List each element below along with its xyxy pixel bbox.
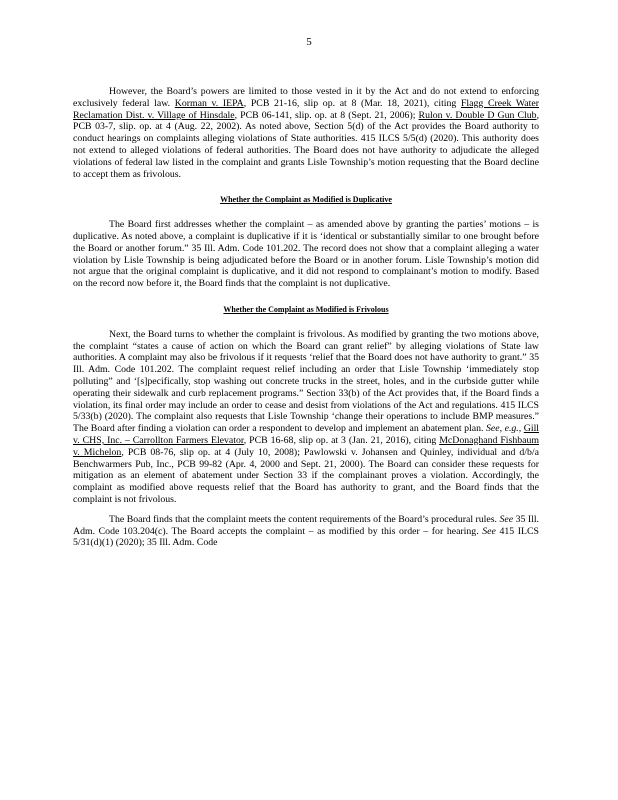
paragraph-frivolous	[73, 329, 539, 506]
paragraph-content-requirements	[73, 514, 539, 549]
text-run: The Board first addresses whether the complaint – as amended above by granting the parties’ motions – is duplicative. As noted above, a complaint is duplicative if it is ‘identical or substantially similar to one brought before the Board or another forum.” 35 Ill. Adm. Code 101.202. The record does not show that a complaint alleging a water violation by Lisle Township is being adjudicated before the Board or in another forum. Lisle Township’s motion did not argue that the original complaint is duplicative, and it did not respond to complainant’s motion to modify. Based on the record now before it, the Board finds that the complaint is not duplicative.	[73, 219, 539, 290]
section-heading-frivolous: Whether the Complaint as Modified is Frivolous	[223, 304, 389, 314]
text-run: 415 ILCS 5/31(d)(1) (2020); 35 Ill. Adm. Code	[73, 525, 539, 549]
case-citation: Flagg Creek Water Reclamation Dist. v. Village of Hinsdale	[73, 97, 539, 121]
text-run: , PCB 21-16, slip op. at 8 (Mar. 18, 2021), citing	[243, 97, 461, 109]
text-run: 35 Ill. Adm. Code 103.204(c). The Board accepts the complaint – as modified by this order – for hearing.	[73, 513, 539, 537]
case-citation: Rulon v. Double D Gun Club	[418, 109, 537, 121]
text-run: , PCB 08-76, slip op. at 4 (July 10, 2008); Pawlowski v. Johansen and Quinley, individual and d/b/a Benchwarmers Pub, Inc., PCB 99-82 (Apr. 4, 2000 and Sept. 21, 2000). The Board can consider these requests for mitigation as an element of abatement under Section 33 if the complainant proves a violation. Accordingly, the complaint as modified above requests relief that the Board has authority to grant, and the Board finds that the complaint is not frivolous.	[73, 446, 539, 505]
document-body	[73, 86, 539, 549]
text-run: Next, the Board turns to whether the complaint is frivolous. As modified by granting the two motions above, the complaint “states a cause of action on which the Board can grant relief” by alleging violations of State law authorities. A complaint may also be frivolous if it requests ‘relief that the Board does not have authority to grant.” 35 Ill. Adm. Code 101.202. The complaint request relief including an order that Lisle Township ‘immediately stop polluting” and ‘[s]pecifically, stop washing out concrete trucks in the street, holes, and in the curbside gutter while operating their sidewalk and curb replacement programs.” Section 33(b) of the Act provides that, if the Board finds a violation, its final order may include an order to cease and desist from violations of the Act and regulations. 415 ILCS 5/33(b) (2020). The complaint also requests that Lisle Township ‘change their operations to include BMP measures.” The Board after finding a violation can order a respondent to develop and implement an abatement plan.	[73, 328, 539, 435]
case-citation: Korman v. IEPA	[174, 97, 244, 109]
paragraph-spacer	[73, 506, 539, 514]
case-citation: McDonaghand Fishbaum v. Michelon	[73, 434, 539, 458]
paragraph-duplicative	[73, 219, 539, 290]
text-run: However, the Board’s powers are limited to those vested in it by the Act and do not extend to enforcing exclusively federal law.	[73, 86, 539, 109]
section-heading-duplicative: Whether the Complaint as Modified is Duplicative	[220, 195, 392, 205]
text-run: , PCB 16-68, slip op. at 3 (Jan. 21, 2016), citing	[243, 434, 440, 446]
text-run: , PCB 03-7, slip. op. at 4 (Aug. 22, 2002). As noted above, Section 5(d) of the Act provides the Board authority to conduct hearings on complaints alleging violations of State authorities. 415 ILCS 5/5(d) (2020). This authority does not extend to alleged violations of federal authorities. The Board does not have authority to adjudicate the alleged violations of federal law listed in the complaint and grants Lisle Township’s motion requesting that the Board decline to accept them as frivolous.	[73, 109, 540, 180]
signal-italic: See, e.g.	[486, 423, 519, 435]
page-number: 5	[306, 36, 312, 48]
case-citation: Gill v. CHS, Inc. – Carrollton Farmers Elevator	[73, 423, 540, 446]
signal-italic: See	[482, 525, 496, 537]
text-run: The Board finds that the complaint meets the content requirements of the Board’s procedural rules.	[109, 513, 500, 525]
text-run: , PCB 06-141, slip. op. at 8 (Sept. 21, 2006);	[234, 109, 419, 121]
text-run: ,	[518, 423, 524, 435]
paragraph-board-powers	[73, 86, 539, 180]
signal-italic: See	[499, 513, 514, 525]
